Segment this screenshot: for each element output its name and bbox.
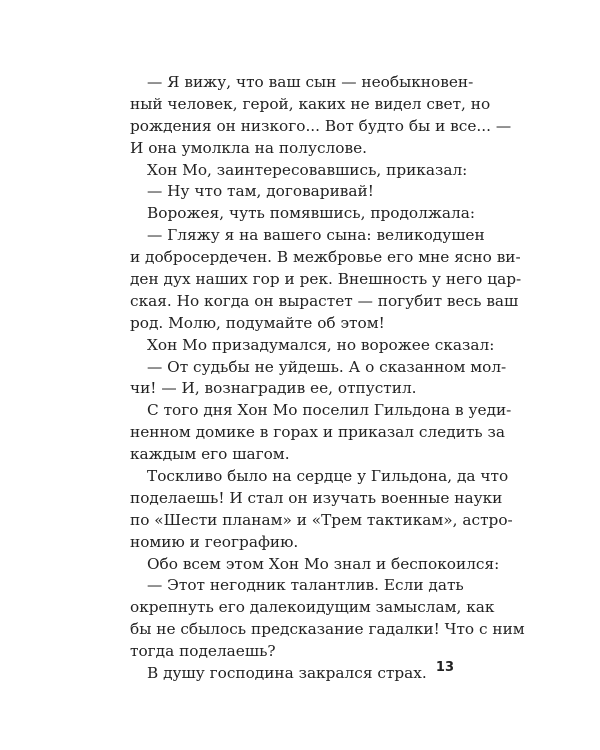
text-line: И она умолкла на полуслове. xyxy=(130,138,367,157)
text-line: поделаешь! И стал он изучать военные науки xyxy=(130,488,503,507)
text-line: — Я вижу, что ваш сын — необыкновен- xyxy=(147,73,474,91)
text-line: — Этот негодник талантлив. Если дать xyxy=(147,576,464,595)
text-line: Хон Мо призадумался, но ворожее сказал: xyxy=(147,335,495,354)
text-line: С того дня Хон Мо поселил Гильдона в уеди- xyxy=(147,401,512,420)
text-line: В душу господина закрался страх. xyxy=(147,664,427,683)
text-line: род. Молю, подумайте об этом! xyxy=(130,313,385,332)
text-line: — От судьбы не уйдешь. А о сказанном мол- xyxy=(147,357,507,376)
text-line: — Гляжу я на вашего сына: великодушен xyxy=(147,226,485,245)
text-line: Тоскливо было на сердце у Гильдона, да что xyxy=(147,467,509,486)
text-line: Обо всем этом Хон Мо знал и беспокоился: xyxy=(147,554,500,573)
text-line: Ворожея, чуть помявшись, продолжала: xyxy=(147,204,476,223)
text-line: ская. Но когда он вырастет — погубит весь ваш xyxy=(130,291,519,310)
text-line: рождения он низкого... Вот будто бы и все... — xyxy=(130,116,512,135)
body-text xyxy=(130,72,525,685)
text-line: Хон Мо, заинтересовавшись, приказал: xyxy=(147,160,468,179)
text-line: бы не сбылось предсказание гадалки! Что с ним xyxy=(130,620,525,639)
text-line: тогда поделаешь? xyxy=(130,642,276,661)
text-line: окрепнуть его далекоидущим замыслам, как xyxy=(130,598,495,617)
page-number: 13 xyxy=(435,660,454,675)
text-line: — Ну что там, договаривай! xyxy=(147,182,374,201)
text-line: и добросердечен. В межбровье его мне ясно ви- xyxy=(130,248,521,267)
text-line: чи! — И, вознаградив ее, отпустил. xyxy=(130,379,417,398)
text-line: ненном домике в горах и приказал следить за xyxy=(130,423,505,442)
text-line: по «Шести планам» и «Трем тактикам», астро- xyxy=(130,510,513,529)
text-line: ный человек, герой, каких не видел свет, но xyxy=(130,94,491,113)
text-line: каждым его шагом. xyxy=(130,445,290,464)
text-line: номию и географию. xyxy=(130,532,299,551)
text-line: ден дух наших гор и рек. Внешность у него цар- xyxy=(130,270,522,289)
